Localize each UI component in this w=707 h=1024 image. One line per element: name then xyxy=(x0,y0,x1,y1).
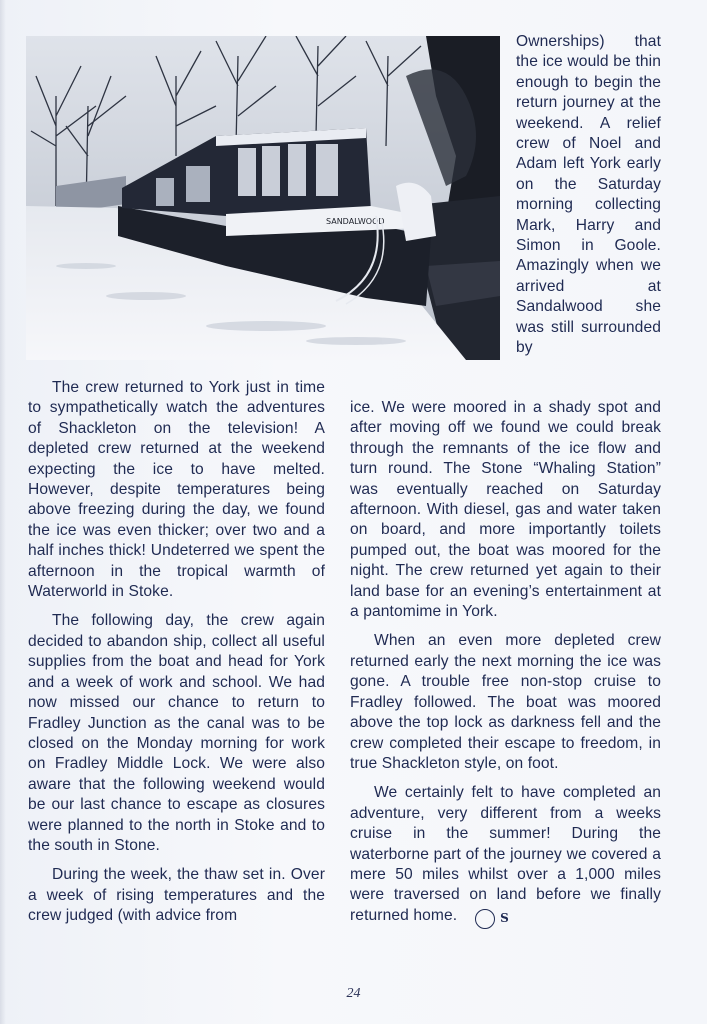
column-right xyxy=(350,398,661,938)
left-paragraph-3: During the week, the thaw set in. Over a week of rising temperatures and the crew judged (with advice from xyxy=(28,866,325,925)
left-paragraph-1: The crew returned to York just in time to sympathetically watch the adventures of Shackleton on the television! A depleted crew returned at the weekend expecting the ice to have melted. However, despite temperatures being above freezing during the day, we found the ice was even thicker; over two and a half inches thick! Undeterred we spent the afternoon in the tropical warmth of Waterworld in Stoke. xyxy=(28,379,325,601)
narrowboat-snow-scene xyxy=(26,36,500,360)
page-edge-shadow xyxy=(0,0,6,1024)
left-paragraph-2: The following day, the crew again decided to abandon ship, collect all useful supplies from the boat and head for York and a week of work and school. We had now missed our chance to return to Fradley Junction as the canal was to be closed on the Monday morning for work on Fradley Middle Lock. We were also aware that the following weekend would be our last chance to escape as closures were planned to the north in Stoke and to the south in Stone. xyxy=(28,612,325,854)
column-left xyxy=(28,378,325,936)
right-paragraph-3 xyxy=(350,783,661,928)
right-paragraph-2: When an even more depleted crew returned early the next morning the ice was gone. A trouble free non-stop cruise to Fradley followed. The boat was moored above the top lock as darkness fell and the crew completed their escape to freedom, in true Shackleton style, on foot. xyxy=(350,632,661,772)
end-of-article-icon: S xyxy=(475,909,495,929)
boat-name-lettering: SANDALWOOD xyxy=(326,217,385,226)
column-top-right xyxy=(516,32,661,368)
page-number: 24 xyxy=(346,986,361,1001)
column-top-paragraph: Ownerships) that the ice would be thin enough to begin the return journey at the weekend. A relief crew of Noel and Adam left York early on the Saturday morning collecting Mark, Harry and Simon in Goole. Amazingly when we arrived at Sandalwood she was still surrounded by xyxy=(516,33,661,357)
narrowboat-photo xyxy=(26,36,500,360)
right-paragraph-1: ice. We were moored in a shady spot and after moving off we found we could break through the remnants of the ice flow and turn round. The Stone “Whaling Station” was eventually reached on Saturday afternoon. With diesel, gas and water taken on board, and more importantly toilets pumped out, the boat was moored for the night. The crew returned yet again to their land base for an evening’s entertainment at a pantomime in York. xyxy=(350,399,661,621)
right-paragraph-3-text: We certainly felt to have completed an adventure, very different from a weeks cruise in the summer! During the waterborne part of the journey we covered a mere 50 miles whilst over a 1,000 miles were traversed on land before we finally returned home. xyxy=(350,784,661,924)
